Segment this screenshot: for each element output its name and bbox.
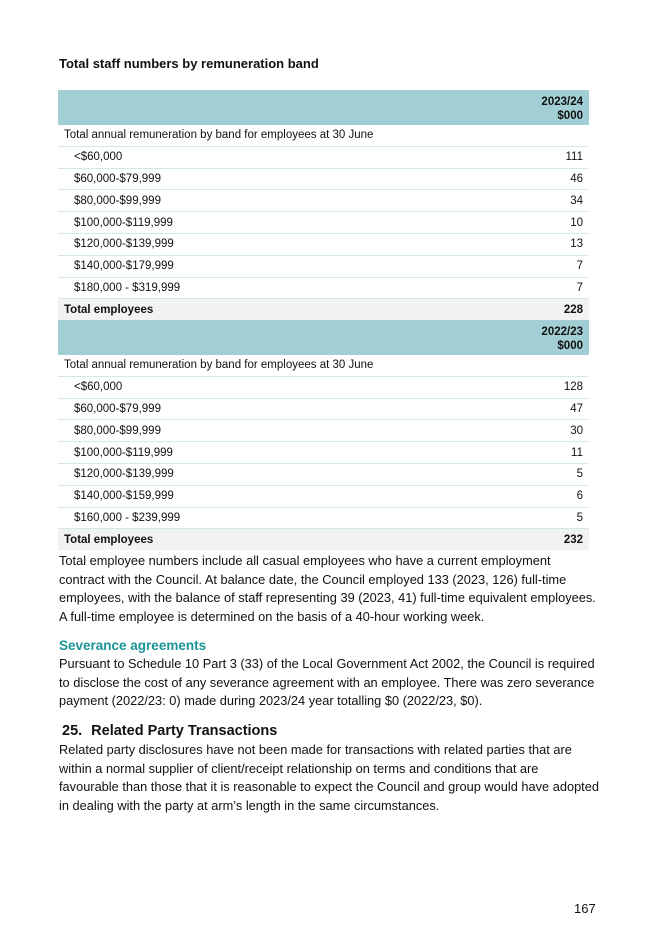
table-row: [58, 190, 589, 212]
band-label: $120,000-$139,999: [58, 463, 457, 485]
band-count: 128: [457, 376, 589, 398]
related-party-heading: [62, 723, 277, 739]
related-party-paragraph: Related party disclosures have not been made for transactions with related parties that are within a normal supplier of client/receipt relationship on terms and conditions that are favourable than those that it is reasonable to expect the Council and group would have adopted in dealing with the party at arm’s length in the same circumstances.: [59, 742, 599, 813]
band-label: $140,000-$159,999: [58, 485, 457, 507]
employee-note-paragraph: Total employee numbers include all casual employees who have a current employment contract with the Council. At balance date, the Council employed 133 (2023, 126) full-time employees, with the balance of staff representing 39 (2023, 41) full-time equivalent employees. A full-time employee is determined on the basis of a 40-hour working week.: [59, 553, 596, 624]
total-value: 228: [457, 299, 589, 320]
band-count: 5: [457, 463, 589, 485]
table-row: [58, 442, 589, 464]
band-label: $80,000-$99,999: [58, 420, 457, 442]
band-count: 11: [457, 442, 589, 464]
band-count: 47: [457, 398, 589, 420]
section-number: 25.: [62, 723, 83, 739]
table-header: [58, 320, 589, 355]
table-row: [58, 168, 589, 190]
band-count: 7: [457, 255, 589, 277]
total-label: Total employees: [58, 529, 457, 550]
table-row: [58, 485, 589, 507]
table-row: [58, 146, 589, 168]
section-title: Related Party Transactions: [91, 723, 278, 739]
column-year: 2022/23: [541, 325, 583, 338]
band-label: $60,000-$79,999: [58, 168, 457, 190]
band-count: 13: [457, 233, 589, 255]
severance-heading: Severance agreements: [59, 638, 207, 653]
table-row: [58, 376, 589, 398]
band-count: 6: [457, 485, 589, 507]
band-count: 10: [457, 212, 589, 234]
band-label: <$60,000: [58, 376, 457, 398]
band-label: $120,000-$139,999: [58, 233, 457, 255]
table-row: [58, 233, 589, 255]
total-value: 232: [457, 529, 589, 550]
table-row: [58, 420, 589, 442]
table-caption-row: [58, 125, 589, 146]
header-empty-cell: [58, 320, 457, 355]
band-label: $100,000-$119,999: [58, 212, 457, 234]
band-count: 34: [457, 190, 589, 212]
column-header: [457, 320, 589, 355]
table-row: [58, 507, 589, 529]
column-unit: $000: [557, 339, 583, 352]
page-number: 167: [574, 901, 596, 916]
table-caption-row: [58, 355, 589, 376]
column-unit: $000: [557, 109, 583, 122]
total-label: Total employees: [58, 299, 457, 320]
section-heading: Total staff numbers by remuneration band: [59, 56, 319, 71]
band-label: $100,000-$119,999: [58, 442, 457, 464]
table-row: [58, 463, 589, 485]
band-label: <$60,000: [58, 146, 457, 168]
band-label: $80,000-$99,999: [58, 190, 457, 212]
severance-paragraph: Pursuant to Schedule 10 Part 3 (33) of the Local Government Act 2002, the Council is required to disclose the cost of any severance agreement with an employee. There was zero severance payment (2022/23: 0) made during 2023/24 year totalling $0 (2022/23, $0).: [59, 656, 595, 708]
total-row: [58, 299, 589, 320]
band-count: 111: [457, 146, 589, 168]
band-count: 5: [457, 507, 589, 529]
table-row: [58, 255, 589, 277]
band-label: $140,000-$179,999: [58, 255, 457, 277]
table-caption: Total annual remuneration by band for employees at 30 June: [58, 355, 589, 376]
total-row: [58, 529, 589, 550]
table-row: [58, 398, 589, 420]
header-empty-cell: [58, 90, 457, 125]
band-count: 46: [457, 168, 589, 190]
band-label: $160,000 - $239,999: [58, 507, 457, 529]
band-label: $60,000-$79,999: [58, 398, 457, 420]
table-row: [58, 212, 589, 234]
band-label: $180,000 - $319,999: [58, 277, 457, 299]
remuneration-table-2022-23: [58, 320, 589, 550]
table-caption: Total annual remuneration by band for employees at 30 June: [58, 125, 589, 146]
band-count: 7: [457, 277, 589, 299]
band-count: 30: [457, 420, 589, 442]
table-header: [58, 90, 589, 125]
remuneration-table-2023-24: [58, 90, 589, 320]
table-row: [58, 277, 589, 299]
column-year: 2023/24: [541, 95, 583, 108]
column-header: [457, 90, 589, 125]
